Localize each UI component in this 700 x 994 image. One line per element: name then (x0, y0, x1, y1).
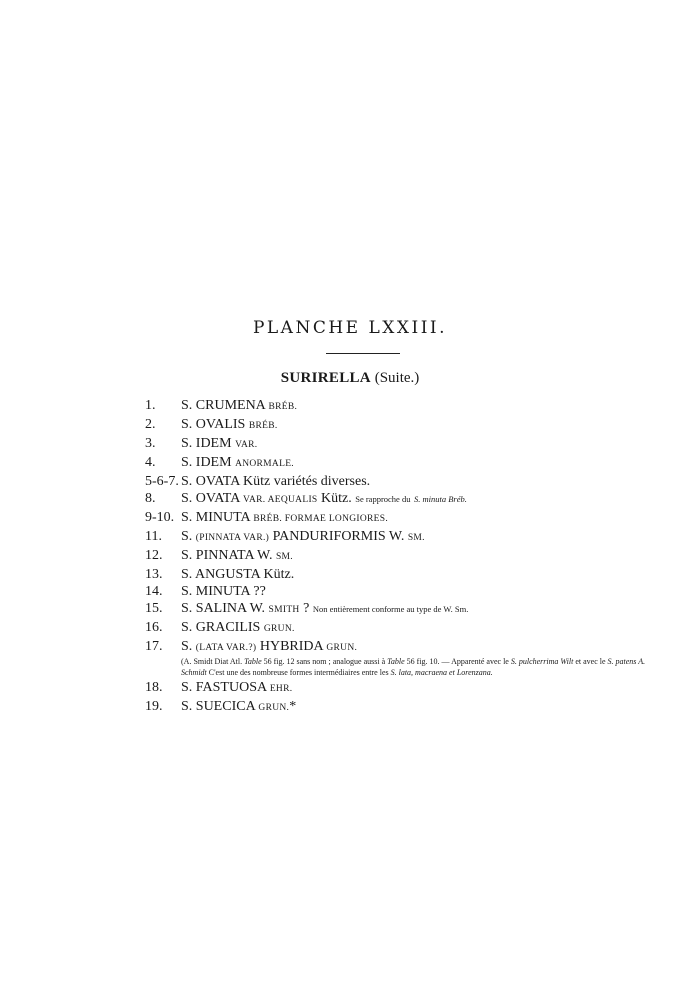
species-name: S. IDEM (181, 436, 232, 451)
note-italic: S. patens A. Schmidt (181, 657, 646, 677)
entry-number: 3. (145, 436, 156, 451)
asterisk: * (289, 699, 297, 714)
entry-number: 5-6-7. (145, 474, 179, 489)
genus-heading (0, 370, 700, 387)
species-name: HYBRIDA (259, 639, 323, 654)
list-item (145, 566, 685, 583)
species-name: S. SUECICA (181, 699, 255, 714)
authority: GRUN. (258, 703, 290, 713)
species-name: S. ANGUSTA Kütz. (181, 567, 295, 582)
entry-number: 11. (145, 529, 162, 544)
entry-number: 12. (145, 548, 163, 563)
species-name: S. OVATA Kütz variétés diverses. (181, 474, 371, 489)
note-italic: S. pulcherrima Wilt (510, 657, 574, 666)
variety: VAR. AEQUALIS (243, 495, 318, 505)
authority: GRUN. (326, 643, 358, 653)
authority: SMITH (268, 605, 300, 615)
authority: GRUN. (263, 624, 295, 634)
inline-note-italic: S. minuta Bréb. (413, 494, 467, 504)
note-text: 56 fig. 10. — Apparenté avec le (406, 657, 509, 666)
species-name: S. CRUMENA (181, 398, 266, 413)
list-item (145, 679, 685, 698)
list-item (145, 638, 685, 657)
note-text: (A. Smidt Diat Atl. (181, 657, 243, 666)
species-name: S. MINUTA (181, 510, 250, 525)
list-item (145, 416, 685, 435)
authority: BRÉB. (248, 421, 278, 431)
authority: SM. (407, 533, 425, 543)
list-item (145, 528, 685, 547)
entry-number: 18. (145, 680, 163, 695)
entry-number: 8. (145, 491, 156, 506)
variety: VAR. (235, 440, 258, 450)
list-item (145, 698, 685, 717)
authority: BRÉB. (268, 402, 298, 412)
list-item (145, 490, 685, 509)
list-item (145, 454, 685, 473)
authority: EHR. (269, 684, 293, 694)
entry-number: 13. (145, 567, 163, 582)
authority: BRÉB. FORMAE LONGIORES. (253, 514, 389, 524)
variety: (PINNATA VAR.) (195, 533, 270, 543)
list-item (145, 473, 685, 490)
note-italic: S. lata, macraena et Lorenzana. (390, 668, 493, 677)
note-text: 56 fig. 12 sans nom ; analogue aussi à (263, 657, 386, 666)
variety: (LATA VAR.?) (195, 643, 257, 653)
species-name: S. FASTUOSA (181, 680, 267, 695)
species-name: S. IDEM (181, 455, 232, 470)
species-name: S. GRACILIS (181, 620, 261, 635)
genus-suffix: (Suite.) (374, 370, 420, 386)
inline-note: Se rapproche du (355, 494, 411, 504)
entry-number: 19. (145, 699, 163, 714)
species-name: S. SALINA W. (181, 601, 266, 616)
list-item (145, 600, 685, 619)
species-name: S. OVATA (181, 491, 240, 506)
entry-number: 4. (145, 455, 156, 470)
variety: ANORMALE. (235, 459, 294, 469)
list-item (145, 619, 685, 638)
entry-number: 15. (145, 601, 163, 616)
list-item (145, 397, 685, 416)
species-list (145, 397, 685, 717)
entry-number: 17. (145, 639, 163, 654)
species-name: S. PINNATA W. (181, 548, 273, 563)
list-item (145, 547, 685, 566)
query-mark: ? (303, 601, 310, 616)
note-text: C'est une des nombreuse formes intermédiaires entre les (208, 668, 389, 677)
entry-number: 9-10. (145, 510, 175, 525)
title-rule (326, 353, 400, 354)
list-item (145, 509, 685, 528)
authority: Kütz. (321, 491, 352, 506)
entry-number: 14. (145, 584, 163, 599)
note-italic: Table (244, 657, 262, 666)
species-name: PANDURIFORMIS W. (272, 529, 405, 544)
species-name: S. OVALIS (181, 417, 246, 432)
list-item (145, 583, 685, 600)
note-italic: Table (387, 657, 405, 666)
entry-number: 16. (145, 620, 163, 635)
entry-number: 2. (145, 417, 156, 432)
footnote-17 (181, 656, 651, 678)
entry-number: 1. (145, 398, 156, 413)
authority: SM. (275, 552, 293, 562)
species-prefix: S. (181, 639, 193, 654)
species-prefix: S. (181, 529, 193, 544)
species-name: S. MINUTA ?? (181, 584, 266, 599)
inline-note: Non entièrement conforme au type de W. Sm. (312, 604, 469, 614)
list-item (145, 435, 685, 454)
genus-name: SURIRELLA (280, 370, 371, 386)
plate-title: PLANCHE LXXIII. (252, 318, 448, 338)
note-text: et avec le (575, 657, 606, 666)
